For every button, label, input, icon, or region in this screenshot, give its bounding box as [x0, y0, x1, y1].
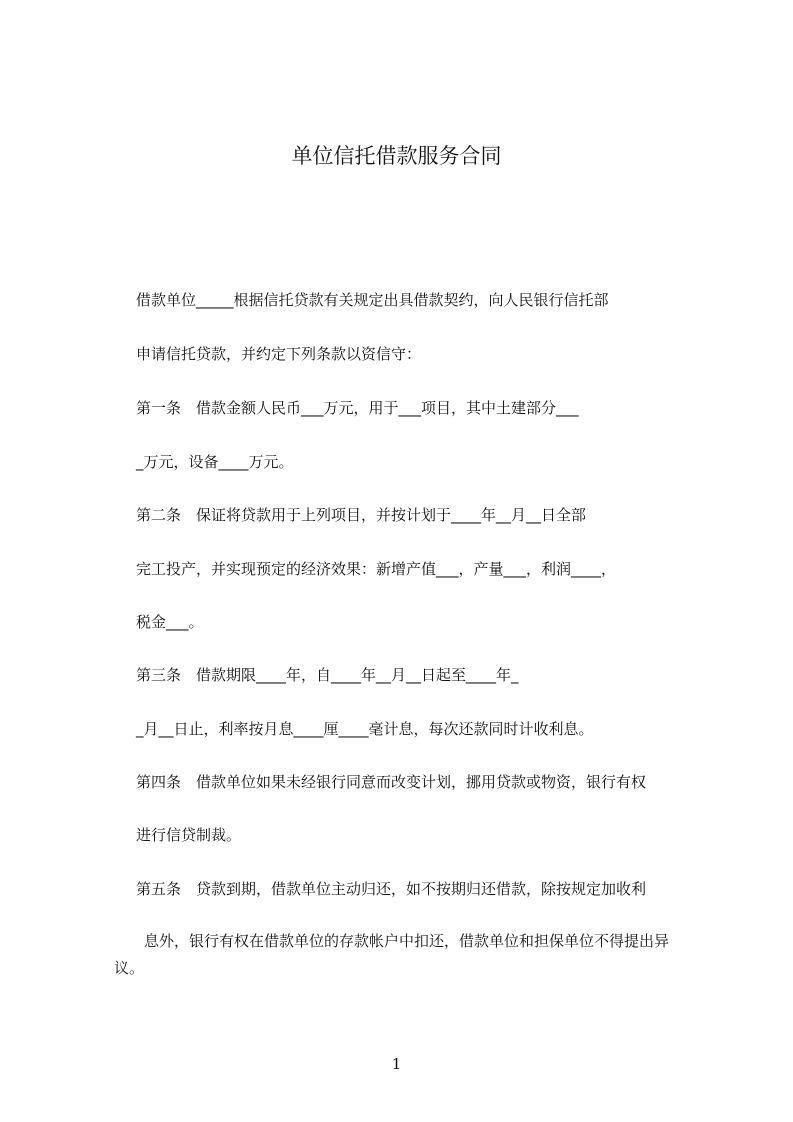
body-line: 申请信托贷款，并约定下列条款以资信守：: [136, 345, 422, 363]
clause-2-line: 第二条 保证将贷款用于上列项目，并按计划于____年__月__日全部: [136, 506, 587, 524]
body-line: _月__日止，利率按月息____厘____毫计息，每次还款同时计收利息。: [136, 720, 594, 738]
body-line: _万元，设备____万元。: [136, 453, 294, 471]
document-title: 单位信托借款服务合同: [291, 144, 502, 168]
body-line: 税金___。: [136, 613, 204, 631]
clause-4-line: 第四条 借款单位如果未经银行同意而改变计划，挪用贷款或物资，银行有权: [136, 773, 647, 791]
clause-1-line: 第一条 借款金额人民币___万元，用于___项目，其中土建部分___: [136, 399, 579, 417]
page-number: 1: [391, 1055, 402, 1073]
body-line: 进行信贷制裁。: [136, 826, 242, 844]
body-line: 完工投产，并实现预定的经济效果：新增产值___，产量___，利润____，: [136, 560, 617, 578]
body-paragraph: 息外，银行有权在借款单位的存款帐户中扣还，借款单位和担保单位不得提出异议。: [114, 932, 670, 977]
body-line: 借款单位_____根据信托贷款有关规定出具借款契约，向人民银行信托部: [136, 291, 609, 309]
clause-3-line: 第三条 借款期限____年，自____年__月__日起至____年_: [136, 666, 519, 684]
clause-5-line: 第五条 贷款到期，借款单位主动归还，如不按期归还借款，除按规定加收利: [136, 880, 647, 898]
